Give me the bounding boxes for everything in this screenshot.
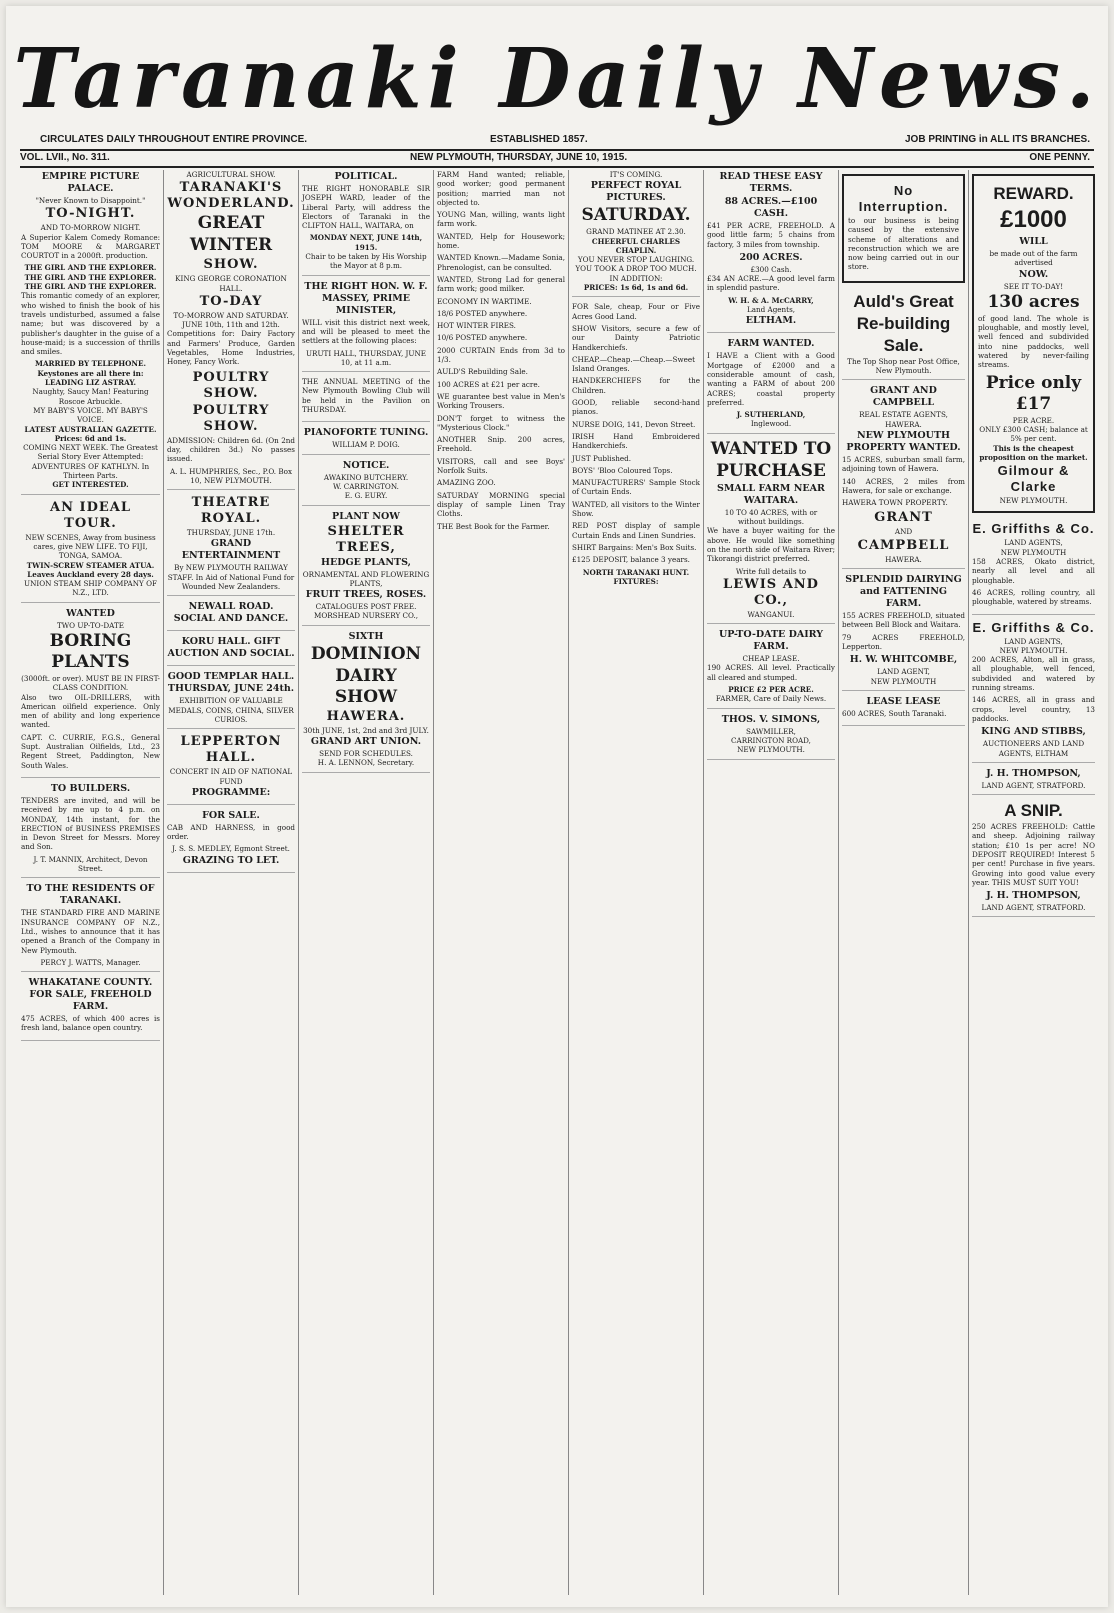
ad-text: 200 ACRES, Alton, all in grass, all ploughable, well fenced, subdivided and watered by running streams. (972, 655, 1095, 693)
ad-text: A. L. HUMPHRIES, Sec., P.O. Box 10, NEW PLYMOUTH. (169, 466, 293, 485)
classified-ad: WE guarantee best value in Men's Working Trousers. (437, 391, 565, 411)
thompson-ad (972, 768, 1095, 795)
reward-ad (972, 174, 1095, 513)
classified-ad: CHEAP.—Cheap.—Cheap.—Sweet Island Oranges. (572, 354, 696, 374)
dairy-farm-ad (707, 629, 835, 708)
ad-text: CONCERT IN AID OF NATIONAL FUND (169, 767, 293, 786)
masthead-rule (20, 149, 1094, 151)
column-7 (838, 170, 968, 1595)
ad-heading: FOR SALE. (202, 809, 260, 821)
classified-ad: NURSE DOIG, 141, Devon Street. (572, 419, 696, 429)
ad-text: Also two OIL-DRILLERS, with American oilfield experience. Only men of ability and long experience wanted. (21, 692, 160, 730)
ad-heading: TO THE RESIDENTS OF TARANAKI. (26, 883, 155, 907)
ad-text: 30th JUNE, 1st, 2nd and 3rd JULY. (303, 725, 429, 735)
ad-heading: Sale. (883, 335, 924, 355)
ad-text: MONDAY NEXT, JUNE 14th, 1915. (309, 233, 423, 252)
ad-text: NEW PLYMOUTH. (737, 745, 805, 755)
ad-text: YOU NEVER STOP LAUGHING. (577, 255, 695, 265)
ad-text: PRICES: 1s 6d, 1s and 6d. (583, 283, 689, 293)
ad-text: Naughty, Saucy Man! Featuring Roscoe Arbuckle. (32, 387, 149, 406)
ad-text: THE STANDARD FIRE AND MARINE INSURANCE COMPANY OF N.Z., Ltd., wishes to announce that it has opened a Branch of the Company in New Plymouth. (21, 908, 160, 955)
classified-ad: JUST Published. (572, 453, 632, 463)
ad-text: Inglewood. (750, 419, 792, 429)
ad-heading: NOW. (1018, 268, 1049, 280)
ad-text: 475 ACRES, of which 400 acres is fresh land, balance open country. (21, 1014, 160, 1033)
ad-text: J. T. MANNIX, Architect, Devon Street. (33, 854, 148, 874)
ad-text: H. A. LENNON, Secretary. (317, 758, 415, 768)
insurance-ad (21, 883, 160, 972)
ad-text: This romantic comedy of an explorer, who wished to finish the book of his travels undisturbed, assumed a false name; but was discovered by a publisher's daughter in the guise of a house-maid; is a succession of thrills and smiles. (21, 291, 160, 357)
classified-ad: WANTED, all visitors to the Winter Show. (572, 499, 700, 519)
ad-text: ONLY £300 CASH; balance at 5% per cent. (979, 424, 1088, 444)
ad-heading: TO-NIGHT. (45, 206, 136, 222)
ad-text: NEW PLYMOUTH. (999, 645, 1068, 655)
classified-ad: RED POST display of sample Curtain Ends and Linen Sundries. (572, 521, 700, 540)
ad-text: NEW PLYMOUTH. (999, 496, 1068, 506)
ad-heading: 200 ACRES. (739, 251, 803, 263)
classified-ad: AULD'S Rebuilding Sale. (437, 367, 528, 377)
classified-ad: 18/6 POSTED anywhere. (437, 308, 528, 318)
classified-ad: WANTED, Strong Lad for general farm work; good milker. (437, 274, 565, 294)
ad-text: 158 ACRES, Okato district, nearly all level and all ploughable. (972, 557, 1095, 585)
classified-ad: ECONOMY IN WARTIME. (437, 296, 532, 306)
ad-text: COMING NEXT WEEK. The Greatest Serial Story Ever Attempted: ADVENTURES OF KATHLYN. In Thirteen Parts. (23, 443, 158, 481)
ad-text: CAB AND HARNESS, in good order. (167, 822, 295, 842)
sawmiller-ad (707, 714, 835, 760)
ad-text: W. CARRINGTON. (333, 481, 399, 491)
ad-heading: No Interruption. (858, 183, 949, 214)
aulds-ad (842, 291, 965, 381)
ad-heading: KORU HALL. GIFT AUCTION AND SOCIAL. (167, 636, 295, 660)
date-row (20, 152, 1094, 166)
ad-text: This is the cheapest proposition on the market. (979, 443, 1088, 462)
ad-text: LAND AGENT, STRATFORD. (981, 903, 1086, 913)
classified-ad: 100 ACRES at £21 per acre. (437, 379, 540, 389)
theatre-ad (167, 495, 295, 596)
ad-text: J. S. S. MEDLEY, Egmont Street. (172, 844, 290, 854)
ad-text: REAL ESTATE AGENTS, (859, 410, 948, 420)
ad-text: WANGANUI. (747, 609, 795, 619)
ad-text: Land Agents, (746, 305, 796, 315)
ad-heading: SHOW. (203, 257, 259, 273)
classified-ad: HOT WINTER FIRES. (437, 321, 516, 331)
koru-ad (167, 636, 295, 666)
purchase-ad (707, 439, 835, 624)
ad-heading: GRANT AND CAMPBELL (870, 385, 937, 409)
ad-heading: A SNIP. (1004, 801, 1063, 821)
ad-text: HAWERA TOWN PROPERTY. (842, 498, 948, 508)
ad-text: A Superior Kalem Comedy Romance: TOM MOORE & MARGARET COURTOT in a 2000ft. production. (21, 232, 160, 261)
ad-text: CATALOGUES POST FREE. (315, 602, 417, 612)
political-ad (302, 171, 430, 276)
ad-heading: TARANAKI'S WONDERLAND. (167, 180, 295, 212)
established-line: ESTABLISHED 1857. (490, 134, 588, 145)
ad-heading: WHAKATANE COUNTY. FOR SALE, FREEHOLD FARM. (28, 977, 153, 1013)
ad-text: 79 ACRES FREEHOLD, Lepperton. (842, 632, 965, 651)
ad-text: 46 ACRES, rolling country, all ploughable, watered by streams. (972, 587, 1095, 607)
ad-heading: SMALL FARM NEAR WAITARA. (717, 482, 825, 506)
ad-heading: AN IDEAL TOUR. (50, 499, 131, 531)
column-6 (703, 170, 838, 1595)
ad-heading: KING AND STIBBS, (981, 726, 1086, 738)
ad-text: W. H. & A. McCARRY, (728, 295, 814, 305)
ad-text: By NEW PLYMOUTH RAILWAY STAFF. In Aid of National Fund for Wounded New Zealanders. (167, 563, 295, 592)
ad-heading: THEATRE ROYAL. (191, 495, 271, 527)
griffiths2-ad (972, 620, 1095, 763)
classified-ad: AMAZING ZOO. (437, 478, 496, 488)
ad-heading: PIANOFORTE TUNING. (303, 427, 429, 439)
classified-ad: SATURDAY MORNING special display of sample Linen Tray Cloths. (437, 490, 565, 519)
ad-heading: HEDGE PLANTS, (321, 556, 411, 568)
easy-terms-ad (707, 171, 835, 333)
classified-ad: NORTH TARANAKI HUNT. FIXTURES: (582, 567, 690, 586)
ad-subheading: AND TO-MORROW NIGHT. (40, 223, 141, 233)
ad-text: JUNE 10th, 11th and 12th. (182, 320, 280, 330)
ad-text: YOU TOOK A DROP TOO MUCH. (575, 264, 697, 274)
massey-ad (302, 281, 430, 372)
empire-ad (21, 171, 160, 495)
ad-heading: BORING PLANTS (49, 630, 132, 672)
ad-text: WILLIAM P. DOIG. (332, 440, 400, 450)
masthead-subrow (20, 134, 1094, 148)
ad-heading: NEWALL ROAD. SOCIAL AND DANCE. (173, 601, 289, 625)
classified-ad: DON'T forget to witness the "Mysterious Clock." (437, 413, 565, 432)
ad-text: to our business is being caused by the extensive scheme of alterations and reconstruction which we are now being carried out in our store. (848, 216, 959, 272)
ad-text: (3000ft. or over). MUST BE IN FIRST-CLASS CONDITION. (21, 673, 160, 693)
ad-text: TWO UP-TO-DATE (56, 620, 124, 630)
ad-text: KING GEORGE CORONATION HALL. (175, 274, 287, 293)
classified-ad: SHIRT Bargains: Men's Box Suits. (572, 542, 697, 552)
ad-heading: SIXTH (348, 630, 384, 642)
ad-text: GET INTERESTED. (52, 480, 129, 490)
ad-text: CHEAP LEASE. (742, 654, 800, 664)
ad-text: without buildings. (737, 517, 805, 527)
ad-heading: POLITICAL. (334, 171, 398, 182)
ad-text: of good land. The whole is ploughable, and mostly level, well fenced and subdivided into nine paddocks, well watered by never-failing streams. (978, 313, 1089, 370)
ad-text: 250 ACRES FREEHOLD: Cattle and sheep. Adjoining railway station; £10 1s per acre! NO DEPOSIT REQUIRED! Interest 5 per cent! Purchase in five years. Growing into good value every year. THIS MUST SUIT YOU! (972, 822, 1095, 887)
ad-subheading: AGRICULTURAL SHOW. (186, 170, 276, 179)
ad-heading: GOOD TEMPLAR HALL. THURSDAY, JUNE 24th. (167, 671, 295, 695)
ad-text: SAWMILLER, (746, 726, 796, 736)
ad-text: ADMISSION: Children 6d. (On 2nd day, children 3d.) No passes issued. (167, 435, 295, 464)
ad-text: £41 PER ACRE, FREEHOLD. A good little farm; 5 chains from factory, 3 miles from township. (707, 221, 835, 249)
ad-text: LATEST AUSTRALIAN GAZETTE. Prices: 6d and 1s. (24, 424, 157, 443)
ad-heading: J. H. THOMPSON, (986, 767, 1081, 779)
ad-text: MORSHEAD NURSERY CO., (313, 611, 419, 621)
ad-text: AND (894, 527, 913, 537)
ad-text: 15 ACRES, suburban small farm, adjoining town of Hawera. (842, 454, 965, 474)
ad-text: ORNAMENTAL AND FLOWERING PLANTS, (302, 569, 430, 588)
ad-text: PRICE £2 PER ACRE. (728, 685, 814, 695)
ad-text: 10 TO 40 ACRES, with or (724, 507, 818, 517)
ad-text: 140 ACRES, 2 miles from Hawera, for sale or exchange. (842, 476, 965, 495)
ad-heading: THOS. V. SIMONS, (721, 713, 821, 725)
newspaper-title: Taranaki Daily News. (13, 31, 1101, 127)
pictures-ad (572, 170, 700, 297)
ad-text: AWAKINO BUTCHERY. (323, 472, 409, 482)
ad-text: WILL visit this district next week, and will be pleased to meet the settlers at the following places: (302, 317, 430, 346)
ad-heading: E. Griffiths & Co. (972, 619, 1095, 635)
classified-ad: 10/6 POSTED anywhere. (437, 333, 528, 343)
column-8 (968, 170, 1098, 1595)
circulation-line: CIRCULATES DAILY THROUGHOUT ENTIRE PROVINCE. (40, 134, 308, 145)
classified-ad: ANOTHER Snip. 200 acres, Freehold. (437, 435, 565, 454)
volume-line: VOL. LVII., No. 311. (20, 152, 110, 163)
interruption-ad (842, 174, 965, 283)
classified-ad: WANTED, Help for Housework; home. (437, 231, 565, 251)
grant-campbell-ad (842, 385, 965, 569)
ad-text: be made out of the farm advertised (989, 249, 1078, 268)
butchery-ad (302, 460, 430, 506)
ad-heading: LEWIS AND CO., (723, 576, 819, 608)
ad-text: HAWERA. (885, 419, 922, 429)
ad-heading: SATURDAY. (581, 205, 691, 226)
ad-heading: 130 acres (987, 291, 1080, 312)
for-sale-ad (167, 810, 295, 873)
ad-text: 146 ACRES, all in grass and crops, level country, 13 paddocks. (972, 695, 1095, 723)
ad-text: TO-MORROW AND SATURDAY. (173, 310, 289, 320)
ad-heading: HAWERA. (326, 708, 406, 724)
ad-heading: E. Griffiths & Co. (972, 521, 1095, 537)
ad-heading: Auld's Great (853, 291, 954, 311)
ad-text: THE ANNUAL MEETING of the New Plymouth Bowling Club will be held in the Pavilion on THURSDAY. (302, 377, 430, 415)
ad-heading: POULTRY SHOW. (192, 402, 270, 434)
lepperton-ad (167, 734, 295, 805)
classified-ad: FOR Sale, cheap, Four or Five Acres Good Land. (572, 302, 700, 321)
ad-heading: GRANT (874, 510, 933, 526)
ad-heading: READ THESE EASY TERMS. (719, 171, 823, 194)
column-2 (163, 170, 298, 1595)
ad-text: LAND AGENTS, (1004, 538, 1063, 548)
ad-heading: TO-DAY (199, 293, 263, 309)
ad-text: Chair to be taken by His Worship the Mayor at 8 p.m. (305, 252, 427, 271)
ad-text: We have a buyer waiting for the above. He would like something on the north side of Waitara River; Tikorangi district preferred. (707, 526, 835, 564)
farm-wanted-ad (707, 338, 835, 433)
snip-ad (972, 800, 1095, 917)
piano-ad (302, 427, 430, 454)
ad-text: LAND AGENT, (877, 667, 930, 677)
dairy-show-ad (302, 631, 430, 773)
ad-heading: WINTER (189, 235, 273, 256)
ad-text: CARRINGTON ROAD, (731, 735, 811, 745)
masthead (6, 24, 1108, 134)
ad-text: TWIN-SCREW STEAMER ATUA. Leaves Auckland every 28 days. (26, 560, 155, 579)
column-5 (568, 170, 703, 1595)
templar-ad (167, 671, 295, 729)
boring-plants-ad (21, 608, 160, 778)
ad-heading: GREAT (197, 213, 265, 234)
ad-text: The Top Shop near Post Office, New Plymouth. (847, 356, 960, 376)
classified-ad: YOUNG Man, willing, wants light farm work. (437, 210, 565, 229)
ad-text: HAWERA. (885, 554, 922, 564)
classified-ad: 2000 CURTAIN Ends from 3d to 1/3. (437, 345, 565, 365)
ad-heading: J. H. THOMPSON, (986, 890, 1081, 902)
date-rule (20, 166, 1094, 168)
ad-heading: CAMPBELL (857, 537, 950, 553)
ad-heading: WILL (1019, 236, 1048, 247)
newspaper-page (6, 6, 1108, 1607)
ad-heading: DOMINION (310, 643, 422, 664)
ad-heading: NOTICE. (342, 459, 390, 471)
winter-show-ad (167, 170, 295, 490)
ad-heading: ELTHAM. (745, 315, 797, 327)
classified-ad: THE Best Book for the Farmer. (437, 521, 550, 531)
ad-text: 155 ACRES FREEHOLD, situated between Bell Block and Waitara. (842, 611, 965, 630)
ad-heading: THE RIGHT HON. W. F. MASSEY, PRIME MINISTER, (304, 280, 428, 316)
classified-ad: VISITORS, call and see Boys' Norfolk Suits. (437, 456, 565, 476)
ad-heading: REWARD. (993, 184, 1074, 203)
builders-ad (21, 783, 160, 878)
ad-heading: LEASE LEASE (866, 695, 941, 707)
ad-text: URUTI HALL, THURSDAY, JUNE 10, at 11 a.m. (306, 348, 426, 367)
ad-text: Write full details to (735, 566, 807, 576)
ad-text: EXHIBITION OF VALUABLE MEDALS, COINS, CHINA, SILVER CURIOS. (168, 696, 294, 724)
ad-text: NEW PLYMOUTH (1000, 547, 1067, 557)
classified-ad: £125 DEPOSIT, balance 3 years. (572, 555, 690, 565)
ad-text: THE GIRL AND THE EXPLORER. THE GIRL AND THE EXPLORER. THE GIRL AND THE EXPLORER. (24, 263, 157, 292)
classified-ad: WANTED Known.—Madame Sonia, Phrenologist, can be consulted. (437, 253, 565, 272)
ideal-tour-ad (21, 500, 160, 603)
classified-ad: BOYS' 'Bloo Coloured Tops. (572, 465, 673, 475)
ad-heading: Gilmour & Clarke (997, 463, 1070, 495)
ad-heading: PROGRAMME: (191, 786, 271, 798)
ad-heading: GRAND ENTERTAINMENT (181, 538, 281, 562)
bowling-ad (302, 377, 430, 422)
ad-text: CAPT. C. CURRIE, F.G.S., General Supt. Australian Oilfields, Ltd., 23 Regent Street, Paddington, New South Wales. (21, 732, 160, 770)
classified-ad: SHOW Visitors, secure a few of our Dainty Patriotic Handkerchiefs. (572, 323, 700, 352)
ad-text: AUCTIONEERS AND LAND AGENTS, ELTHAM (982, 739, 1085, 758)
ad-text: THE RIGHT HONORABLE SIR JOSEPH WARD, leader of the Liberal Party, will address the Electors of Taranaki in the CLIFTON HALL, WAITARA, on (302, 184, 430, 231)
ad-text: £34 AN ACRE.—A good level farm in splendid pasture. (707, 274, 835, 293)
ad-text: NEW SCENES, Away from business cares, give NEW LIFE. TO FIJI, TONGA, SAMOA. (25, 532, 156, 561)
whakatane-ad (21, 977, 160, 1041)
ad-text: IN ADDITION: (609, 273, 663, 283)
ad-text: LAND AGENT, STRATFORD. (981, 780, 1086, 790)
ad-subheading: "Never Known to Disappoint." (35, 196, 146, 205)
price-line: ONE PENNY. (1029, 152, 1090, 163)
social-ad (167, 601, 295, 631)
ad-text: CHEERFUL CHARLES CHAPLIN. (591, 236, 681, 255)
ad-heading: £1000 (1000, 206, 1067, 233)
ad-heading: GRAND ART UNION. (310, 736, 422, 748)
date-line: NEW PLYMOUTH, THURSDAY, JUNE 10, 1915. (410, 152, 628, 163)
ad-text: J. SUTHERLAND, (736, 410, 806, 420)
job-printing-line: JOB PRINTING in ALL ITS BRANCHES. (904, 134, 1090, 145)
dairying-ad (842, 574, 965, 691)
ad-text: 190 ACRES. All level. Practically all cleared and stumped. (707, 663, 835, 682)
columns (18, 170, 1098, 1595)
ad-heading: UP-TO-DATE DAIRY FARM. (718, 629, 824, 653)
ad-text: THURSDAY, JUNE 17th. (186, 528, 276, 538)
ad-heading: 88 ACRES.—£100 CASH. (724, 196, 818, 219)
ad-text: GRAND MATINEE AT 2.30. (586, 227, 686, 237)
ad-heading: GRAZING TO LET. (182, 854, 280, 866)
ad-heading: PLANT NOW (332, 510, 400, 522)
ad-text: NEW PLYMOUTH (870, 676, 937, 686)
ad-heading: NEW PLYMOUTH PROPERTY WANTED. (846, 429, 961, 453)
ad-text: I HAVE a Client with a Good Mortgage of £2000 and a considerable amount of cash, wanting a FARM of about 200 ACRES; coastal property preferred. (707, 351, 835, 407)
ad-text: SEND FOR SCHEDULES. (319, 749, 413, 759)
ad-heading: SHELTER TREES, (327, 523, 405, 555)
ad-heading: Re-building (856, 313, 951, 333)
ad-text: E. G. EURY. (344, 491, 388, 501)
ad-heading: DAIRY SHOW (334, 665, 398, 707)
ad-heading: WANTED TO (710, 438, 832, 459)
ad-text: TENDERS are invited, and will be received by me up to 4 p.m. on MONDAY, 14th instant, for the ERECTION of BUSINESS PREMISES in Devon Street for Messrs. Morey and Son. (21, 795, 160, 852)
column-3 (298, 170, 433, 1595)
ad-text: £300 Cash. (750, 264, 792, 274)
griffiths-ad (972, 521, 1095, 614)
classified-ad: FARM Hand wanted; reliable, good worker; good permanent position; married man not objected to. (437, 170, 565, 207)
lease-ad (842, 696, 965, 726)
ad-text: SEE IT TO-DAY! (1003, 281, 1064, 291)
column-4 (433, 170, 568, 1595)
ad-text: LAND AGENTS, (1004, 636, 1063, 646)
ad-heading: TO BUILDERS. (50, 782, 131, 794)
ad-heading: PERFECT ROYAL PICTURES. (590, 180, 682, 204)
column-1 (18, 170, 163, 1595)
ad-text: PERCY J. WATTS, Manager. (40, 957, 141, 967)
ad-heading: WANTED (66, 607, 115, 619)
classified-ad: HANDKERCHIEFS for the Children. (572, 376, 700, 395)
ad-heading: EMPIRE PICTURE PALACE. (41, 171, 140, 194)
nursery-ad (302, 511, 430, 626)
ad-text: Competitions for: Dairy Factory and Farmers' Produce, Garden Vegetables, Home Industries, Honey, Fancy Work. (167, 329, 295, 367)
ad-text: 600 ACRES, South Taranaki. (842, 708, 947, 718)
ad-heading: FARM WANTED. (727, 338, 815, 350)
ad-text: PER ACRE. (1012, 415, 1055, 425)
ad-heading: LEPPERTON HALL. (180, 734, 282, 766)
ad-heading: POULTRY SHOW. (192, 369, 270, 401)
ad-text: FARMER, Care of Daily News. (715, 694, 827, 704)
ad-text: UNION STEAM SHIP COMPANY OF N.Z., LTD. (24, 579, 157, 598)
classified-ad: IRISH Hand Embroidered Handkerchiefs. (572, 431, 700, 451)
classified-ad: MANUFACTURERS' Sample Stock of Curtain Ends. (572, 478, 700, 497)
ad-heading: H. W. WHITCOMBE, (849, 654, 958, 666)
classified-ad: GOOD, reliable second-hand pianos. (572, 398, 700, 417)
ad-heading: FRUIT TREES, ROSES. (305, 589, 427, 601)
ad-text: MY BABY'S VOICE. MY BABY'S VOICE. (33, 405, 148, 425)
ad-heading: SPLENDID DAIRYING and FATTENING FARM. (845, 574, 962, 610)
ad-heading: Price only £17 (985, 372, 1082, 414)
ad-heading: PURCHASE (716, 460, 826, 481)
ad-text: MARRIED BY TELEPHONE. Keystones are all there in: LEADING LIZ ASTRAY. (34, 359, 146, 388)
ad-text: IT'S COMING. (609, 170, 663, 179)
